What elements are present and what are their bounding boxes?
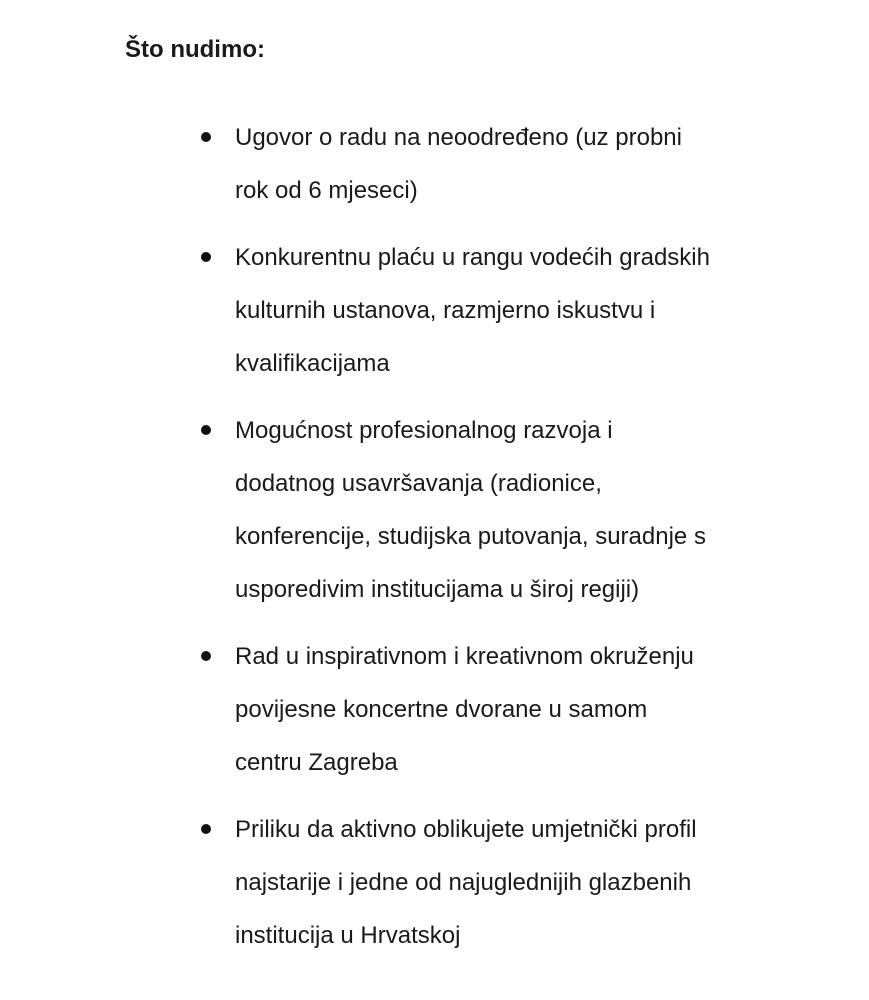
list-item <box>0 803 869 962</box>
list-item-text: Priliku da aktivno oblikujete umjetnički profil <box>235 816 697 843</box>
list-item-text: konferencije, studijska putovanja, suradnje s <box>235 523 706 550</box>
list-item-text: institucija u Hrvatskoj <box>235 922 461 949</box>
list-item-text: centru Zagreba <box>235 749 398 776</box>
bullet-icon <box>201 651 211 661</box>
list-item-text: Ugovor o radu na neoodređeno (uz probni <box>235 124 682 151</box>
list-item-text: dodatnog usavršavanja (radionice, <box>235 470 602 497</box>
bullet-icon <box>201 425 211 435</box>
section-heading: Što nudimo: <box>125 36 265 63</box>
bullet-icon <box>201 132 211 142</box>
list-item-text: kvalifikacijama <box>235 350 390 377</box>
benefits-list <box>0 111 869 976</box>
bullet-icon <box>201 252 211 262</box>
list-item-text: Mogućnost profesionalnog razvoja i <box>235 417 613 444</box>
list-item-text: usporedivim institucijama u široj regiji) <box>235 576 640 603</box>
list-item-text: povijesne koncertne dvorane u samom <box>235 696 648 723</box>
list-item <box>0 111 869 217</box>
list-item <box>0 630 869 789</box>
list-item-text: Rad u inspirativnom i kreativnom okruženju <box>235 643 694 670</box>
list-item <box>0 231 869 390</box>
list-item-text: rok od 6 mjeseci) <box>235 177 418 204</box>
list-item-text: najstarije i jedne od najuglednijih glazbenih <box>235 869 692 896</box>
list-item-text: Konkurentnu plaću u rangu vodećih gradskih <box>235 244 710 271</box>
bullet-icon <box>201 824 211 834</box>
list-item-text: kulturnih ustanova, razmjerno iskustvu i <box>235 297 656 324</box>
list-item <box>0 404 869 616</box>
